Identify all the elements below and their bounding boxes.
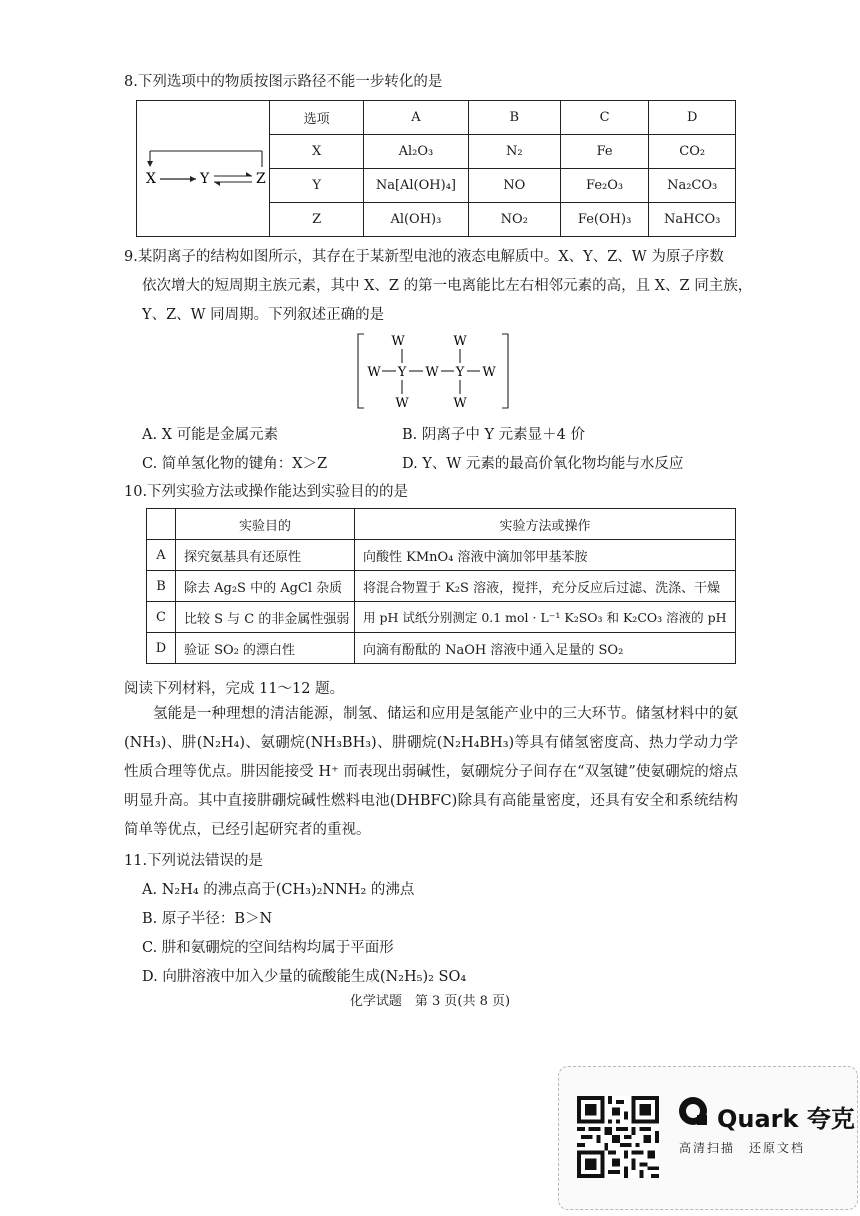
quark-logo-icon (677, 1095, 711, 1129)
q10-row-label: C (147, 602, 176, 633)
atom-w: W (425, 365, 439, 380)
q8-header-a: A (364, 101, 469, 135)
q9-option-c: C. 简单氢化物的键角：X＞Z (142, 456, 328, 472)
q10-row-label: D (147, 633, 176, 664)
q10-table (146, 508, 736, 664)
q8-header-b: B (468, 101, 560, 135)
q10-cell-purpose: 比较 S 与 C 的非金属性强弱 (176, 602, 355, 633)
q10-cell-method: 将混合物置于 K₂S 溶液，搅拌，充分反应后过滤、洗涤、干燥 (355, 571, 736, 602)
q8-cell: Fe(OH)₃ (560, 203, 649, 237)
atom-w: W (482, 365, 496, 380)
q11-option-b: B. 原子半径：B＞N (142, 911, 273, 927)
q8-diagram-z: Z (256, 171, 266, 187)
q9-stem-2: 依次增大的短周期主族元素，其中 X、Z 的第一电离能比左右相邻元素的高，且 X、Z 同主族， (142, 278, 753, 294)
q8-cell: N₂ (468, 135, 560, 169)
q8-diagram-y: Y (200, 171, 210, 187)
q8-header-c: C (560, 101, 649, 135)
q11-option-a: A. N₂H₄ 的沸点高于(CH₃)₂NNH₂ 的沸点 (142, 882, 415, 898)
quark-watermark (558, 1066, 858, 1210)
qr-code-icon (577, 1085, 659, 1189)
q10-header-purpose: 实验目的 (176, 509, 355, 540)
reading-passage: 氢能是一种理想的清洁能源，制氢、储运和应用是氢能产业中的三大环节。储氢材料中的氨(NH₃)、肼(N₂H₄)、氨硼烷(NH₃BH₃)、肼硼烷(N₂H₄BH₃)等具有储氢密度高、热力学动力学性质合理等优点。肼因能接受 H⁺ 而表现出弱碱性，氨硼烷分子间存在“双氢键”使氨硼烷的熔点明显升高。其中直接肼硼烷碱性燃料电池(DHBFC)除具有高能量密度，还具有安全和系统结构简单等优点，已经引起研究者的重视。 (124, 706, 738, 838)
q10-cell-method: 用 pH 试纸分别测定 0.1 mol · L⁻¹ K₂SO₃ 和 K₂CO₃ 溶液的 pH (355, 602, 736, 633)
q10-cell-purpose: 验证 SO₂ 的漂白性 (176, 633, 355, 664)
q8-header-d: D (649, 101, 736, 135)
atom-w: W (453, 334, 467, 349)
atom-w: W (395, 396, 409, 411)
q8-cell: CO₂ (649, 135, 736, 169)
q8-cell: NO₂ (468, 203, 560, 237)
q10-stem: 10.下列实验方法或操作能达到实验目的的是 (124, 484, 409, 500)
q10-cell-purpose: 探究氨基具有还原性 (176, 540, 355, 571)
q10-cell-purpose: 除去 Ag₂S 中的 AgCl 杂质 (176, 571, 355, 602)
page-footer: 化学试题 第 3 页(共 8 页) (349, 994, 511, 1009)
q8-cell: Fe₂O₃ (560, 169, 649, 203)
atom-w: W (453, 396, 467, 411)
atom-w: W (367, 365, 381, 380)
quark-tagline: 高清扫描 还原文档 (679, 1141, 806, 1155)
q9-stem-1: 9.某阴离子的结构如图所示，其存在于某新型电池的液态电解质中。X、Y、Z、W 为原子序数 (124, 249, 724, 265)
q10-header-blank (147, 509, 176, 540)
q8-cell: Y (270, 169, 364, 203)
atom-w: W (391, 334, 405, 349)
q11-stem: 11.下列说法错误的是 (124, 853, 264, 869)
q8-cell: X (270, 135, 364, 169)
quark-brand: Quark 夸克 (717, 1105, 855, 1133)
reading-intro: 阅读下列材料，完成 11～12 题。 (124, 681, 345, 697)
q11-option-d: D. 向肼溶液中加入少量的硫酸能生成(N₂H₅)₂ SO₄ (142, 969, 467, 985)
q9-option-d: D. Y、W 元素的最高价氧化物均能与水反应 (402, 456, 684, 472)
q9-option-a: A. X 可能是金属元素 (142, 427, 279, 443)
q8-stem: 8.下列选项中的物质按图示路径不能一步转化的是 (124, 74, 443, 90)
q8-cell: Al₂O₃ (364, 135, 469, 169)
q10-row-label: A (147, 540, 176, 571)
q10-cell-method: 向酸性 KMnO₄ 溶液中滴加邻甲基苯胺 (355, 540, 736, 571)
q8-cell: Al(OH)₃ (364, 203, 469, 237)
q10-row-label: B (147, 571, 176, 602)
q8-cell: Na₂CO₃ (649, 169, 736, 203)
q11-option-c: C. 肼和氨硼烷的空间结构均属于平面形 (142, 940, 394, 956)
q8-diagram-x: X (146, 171, 156, 187)
q8-cell: Z (270, 203, 364, 237)
q10-cell-method: 向滴有酚酞的 NaOH 溶液中通入足量的 SO₂ (355, 633, 736, 664)
q8-cell: Fe (560, 135, 649, 169)
q8-table (136, 100, 736, 237)
q9-stem-3: Y、Z、W 同周期。下列叙述正确的是 (142, 307, 385, 323)
q8-header-option: 选项 (270, 101, 364, 135)
q9-anion-structure (356, 330, 512, 412)
atom-y: Y (455, 365, 465, 380)
atom-y: Y (397, 365, 407, 380)
q8-cell: NO (468, 169, 560, 203)
q9-option-b: B. 阴离子中 Y 元素显＋4 价 (402, 427, 585, 443)
q8-cell: NaHCO₃ (649, 203, 736, 237)
q8-cell: Na[Al(OH)₄] (364, 169, 469, 203)
q10-header-method: 实验方法或操作 (355, 509, 736, 540)
